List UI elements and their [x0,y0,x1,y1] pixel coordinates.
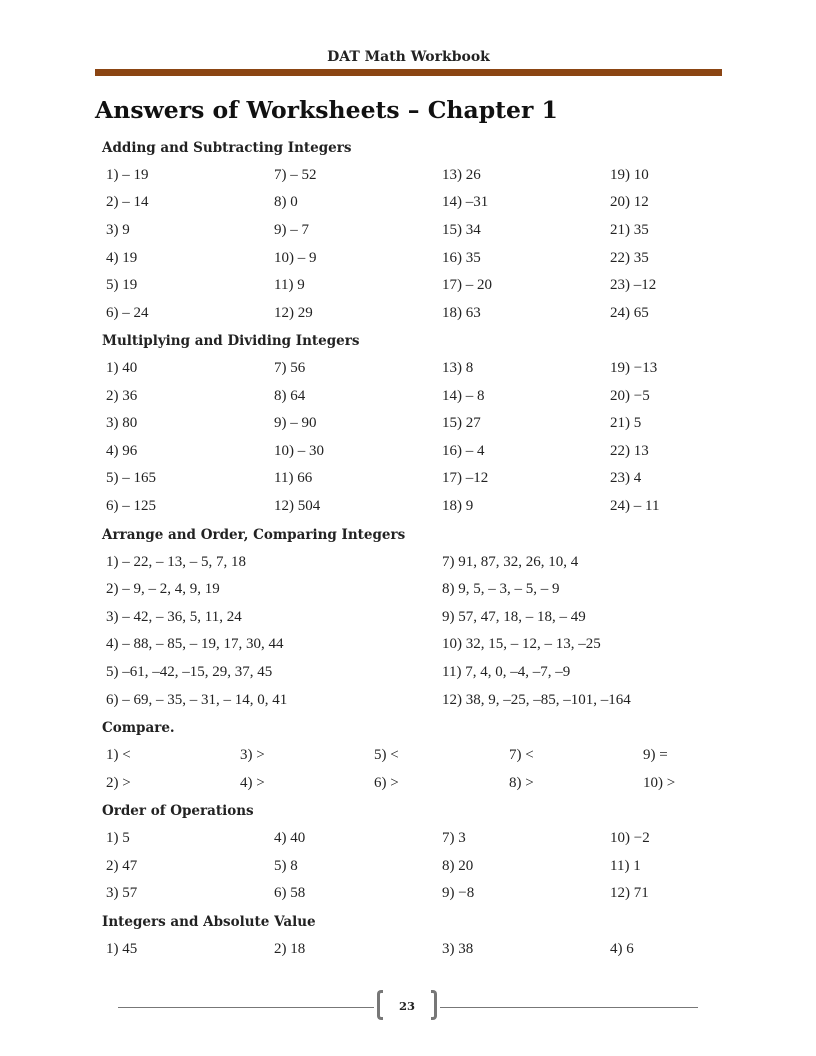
answer-item: 7) < [509,747,534,763]
section-heading-order-of-operations: Order of Operations [102,803,254,819]
section-heading-compare: Compare. [102,720,175,736]
answer-item: 16) 35 [442,250,481,266]
answer-item: 5) 19 [106,277,138,293]
answer-item: 6) 58 [274,885,306,901]
answer-item: 1) – 19 [106,167,149,183]
answer-item: 1) 5 [106,830,130,846]
answer-item: 17) –12 [442,470,489,486]
answer-item: 1) 45 [106,941,138,957]
answer-item: 5) – 165 [106,470,156,486]
answer-item: 5) 8 [274,858,298,874]
answer-item: 8) 20 [442,858,474,874]
answer-item: 3) 38 [442,941,474,957]
chapter-title: Answers of Worksheets – Chapter 1 [95,96,558,124]
answer-item: 14) –31 [442,194,489,210]
answer-item: 4) 40 [274,830,306,846]
answer-item: 7) 56 [274,360,306,376]
answer-item: 9) – 90 [274,415,317,431]
answer-item: 22) 35 [610,250,649,266]
answer-item: 4) 6 [610,941,634,957]
answer-item: 12) 71 [610,885,649,901]
answer-item: 13) 26 [442,167,481,183]
answer-item: 12) 29 [274,305,313,321]
answer-item: 11) 9 [274,277,305,293]
answer-item: 9) – 7 [274,222,309,238]
answer-item: 10) – 9 [274,250,317,266]
answer-item: 12) 38, 9, –25, –85, –101, –164 [442,692,631,708]
answer-item: 4) > [240,775,265,791]
answer-item: 9) = [643,747,668,763]
running-header: DAT Math Workbook [327,49,490,65]
answer-item: 3) > [240,747,265,763]
footer-rule-left [118,1007,374,1008]
answer-item: 5) < [374,747,399,763]
answer-item: 16) – 4 [442,443,485,459]
answer-item: 20) 12 [610,194,649,210]
footer-rule-right [440,1007,698,1008]
answer-item: 7) 91, 87, 32, 26, 10, 4 [442,554,579,570]
answer-item: 1) – 22, – 13, – 5, 7, 18 [106,554,246,570]
answer-item: 23) 4 [610,470,642,486]
answer-item: 1) < [106,747,131,763]
answer-item: 2) > [106,775,131,791]
answer-item: 11) 7, 4, 0, –4, –7, –9 [442,664,571,680]
answer-item: 7) – 52 [274,167,317,183]
answer-item: 3) 80 [106,415,138,431]
header-rule [95,69,722,76]
answer-item: 24) – 11 [610,498,660,514]
answer-item: 12) 504 [274,498,321,514]
answer-item: 24) 65 [610,305,649,321]
answer-item: 3) 57 [106,885,138,901]
answer-item: 8) > [509,775,534,791]
answer-item: 18) 9 [442,498,474,514]
answer-item: 21) 35 [610,222,649,238]
answer-item: 6) – 125 [106,498,156,514]
answer-item: 13) 8 [442,360,474,376]
section-heading-absolute-value: Integers and Absolute Value [102,914,316,930]
answer-item: 10) > [643,775,676,791]
answer-item: 4) – 88, – 85, – 19, 17, 30, 44 [106,636,284,652]
answer-item: 23) –12 [610,277,657,293]
answer-item: 22) 13 [610,443,649,459]
answer-item: 2) 18 [274,941,306,957]
section-heading-arrange-order: Arrange and Order, Comparing Integers [102,527,406,543]
answer-item: 8) 9, 5, – 3, – 5, – 9 [442,581,560,597]
page-number: 23 [398,999,415,1013]
answer-item: 7) 3 [442,830,466,846]
answer-item: 21) 5 [610,415,642,431]
answer-item: 11) 66 [274,470,313,486]
answer-item: 19) 10 [610,167,649,183]
answer-item: 9) −8 [442,885,475,901]
answer-item: 4) 19 [106,250,138,266]
answer-item: 2) 36 [106,388,138,404]
answer-item: 9) 57, 47, 18, – 18, – 49 [442,609,586,625]
answer-item: 8) 0 [274,194,298,210]
answer-item: 4) 96 [106,443,138,459]
answer-item: 3) – 42, – 36, 5, 11, 24 [106,609,242,625]
answer-item: 17) – 20 [442,277,492,293]
answer-item: 14) – 8 [442,388,485,404]
answer-item: 2) – 9, – 2, 4, 9, 19 [106,581,220,597]
answer-item: 15) 27 [442,415,481,431]
answer-item: 10) – 30 [274,443,324,459]
answer-item: 20) −5 [610,388,650,404]
answer-item: 6) – 24 [106,305,149,321]
answer-item: 8) 64 [274,388,306,404]
answer-item: 11) 1 [610,858,641,874]
section-heading-adding-subtracting: Adding and Subtracting Integers [102,140,352,156]
section-heading-multiplying-dividing: Multiplying and Dividing Integers [102,333,360,349]
footer-bracket-right [431,990,437,1020]
answer-item: 1) 40 [106,360,138,376]
answer-item: 10) 32, 15, – 12, – 13, –25 [442,636,601,652]
answer-item: 15) 34 [442,222,481,238]
answer-item: 19) −13 [610,360,658,376]
answer-item: 10) −2 [610,830,650,846]
answer-item: 6) – 69, – 35, – 31, – 14, 0, 41 [106,692,288,708]
answer-item: 18) 63 [442,305,481,321]
answer-item: 2) 47 [106,858,138,874]
answer-item: 6) > [374,775,399,791]
answer-item: 3) 9 [106,222,130,238]
answer-item: 2) – 14 [106,194,149,210]
answer-item: 5) –61, –42, –15, 29, 37, 45 [106,664,273,680]
